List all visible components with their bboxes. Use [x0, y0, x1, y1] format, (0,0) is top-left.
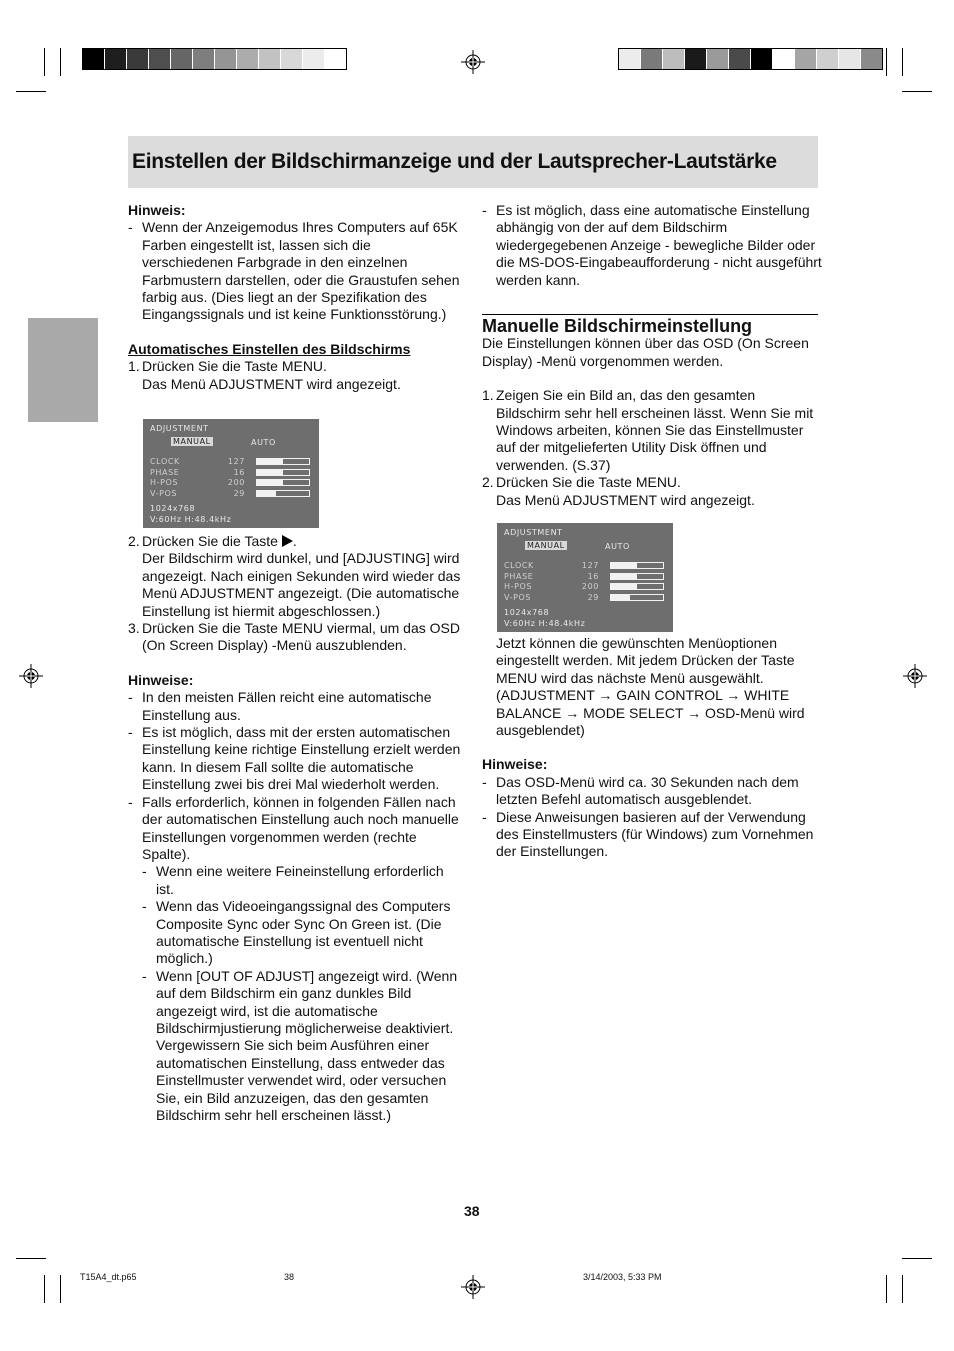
- registration-mark-icon: [903, 664, 927, 688]
- osd-level-fill: [257, 491, 276, 496]
- osd-row-value: 16: [233, 467, 245, 477]
- list-item: - Falls erforderlich, können in folgenden Fällen nach der automatischen Einstellung auch noch manuelle Einstellungen vorgenommen werden (rechte Spalte).: [128, 793, 459, 862]
- osd-adjustment-menu: [497, 523, 673, 632]
- osd-tab-manual: MANUAL: [527, 541, 565, 550]
- osd-row-value: 200: [227, 478, 245, 488]
- osd-level-fill: [611, 595, 630, 600]
- osd-row-label: PHASE: [150, 467, 180, 477]
- footer-date: 3/14/2003, 5:33 PM: [583, 1272, 662, 1282]
- list-item: - Wenn der Anzeigemodus Ihres Computers auf 65K Farben eingestellt ist, lassen sich die verschiedenen Farbgrade in den einzelnen Farbmustern darstellen, oder die Graustufen sehen farbig aus. (Dies liegt an der Spezifikation des Eingangssignals und ist keine Funktionsstörung.): [128, 219, 460, 323]
- osd-row-value: 127: [227, 457, 245, 466]
- step-2: 2. Drücken Sie die Taste . Der Bildschirm wird dunkel, und [ADJUSTING] wird angezeigt. Nach einigen Sekunden wird wieder das Menü ADJUSTMENT angezeigt. (Die automatische Einstellung ist hiermit abgeschlossen.): [128, 533, 461, 619]
- right-column-manual: [482, 318, 822, 509]
- right-arrow-icon: [282, 535, 293, 547]
- osd-row-label: PHASE: [504, 571, 534, 581]
- osd-level-fill: [257, 459, 283, 464]
- intro-text: Die Einstellungen können über das OSD (On Screen Display) -Menü vorgenommen werden.: [482, 335, 809, 369]
- color-swatch: [817, 49, 839, 69]
- after-text: Jetzt können die gewünschten Menüoptionen eingestellt werden. Mit jedem Drücken der Taste MENU wird das nächste Menü ausgewählt. (ADJUSTMENT → GAIN CONTROL → WHITE BALANCE → MODE SELECT → OSD-Menü wird ausgeblendet): [496, 635, 805, 739]
- osd-level-bar: [256, 469, 310, 476]
- osd-level-bar: [256, 490, 310, 497]
- osd-tab-auto: AUTO: [251, 438, 276, 447]
- color-swatch: [751, 49, 773, 69]
- crop-mark: [16, 91, 46, 92]
- osd-level-bar: [610, 583, 664, 590]
- crop-mark: [60, 1275, 61, 1303]
- color-swatch: [773, 49, 795, 69]
- registration-mark-icon: [461, 1275, 485, 1299]
- osd-frequency: V:60Hz H:48.4kHz: [150, 515, 232, 524]
- crop-mark: [886, 1275, 887, 1303]
- osd-frequency: V:60Hz H:48.4kHz: [504, 619, 586, 628]
- osd-row-label: V-POS: [504, 593, 532, 603]
- color-swatch: [259, 49, 281, 69]
- osd-tab-auto: AUTO: [605, 542, 630, 551]
- crop-mark: [886, 48, 887, 76]
- osd-resolution: 1024x768: [504, 608, 550, 617]
- list-item: - Das OSD-Menü wird ca. 30 Sekunden nach dem letzten Befehl automatisch ausgeblendet.: [482, 773, 799, 808]
- color-swatch: [149, 49, 171, 69]
- sub-list-item: - Wenn [OUT OF ADJUST] angezeigt wird. (Wenn auf dem Bildschirm ein ganz dunkles Bild angezeigt wird, ist die automatische Bildschirmjustierung möglicherweise deaktiviert. Vergewissern Sie sich beim Ausführen einer automatischen Einstellung, dass entweder das Einstellmuster verwendet wird, oder versuchen Sie, ein Bild anzuzeigen, das den gesamten Bildschirm sehr hell erscheinen lässt.): [142, 967, 458, 1123]
- color-swatch: [303, 49, 325, 69]
- color-swatch: [839, 49, 861, 69]
- calibration-bar-right: [618, 48, 883, 70]
- registration-mark-icon: [19, 664, 43, 688]
- osd-level-fill: [611, 574, 637, 579]
- color-swatch: [663, 49, 685, 69]
- osd-level-fill: [257, 470, 283, 475]
- osd-level-bar: [610, 562, 664, 569]
- color-swatch: [641, 49, 663, 69]
- list-item: - Diese Anweisungen basieren auf der Verwendung des Einstellmusters (für Windows) zum Vornehmen der Einstellungen.: [482, 808, 814, 860]
- color-swatch: [215, 49, 237, 69]
- crop-mark: [44, 48, 45, 76]
- osd-resolution: 1024x768: [150, 504, 196, 513]
- footer-file: T15A4_dt.p65: [80, 1272, 137, 1282]
- right-column-after: [482, 635, 822, 861]
- osd-title: ADJUSTMENT: [504, 528, 563, 537]
- osd-adjustment-menu: [143, 419, 319, 528]
- osd-row-label: H-POS: [150, 478, 179, 488]
- left-column: [128, 202, 464, 393]
- osd-row-label: H-POS: [504, 582, 533, 592]
- color-swatch: [795, 49, 817, 69]
- page-title: Einstellen der Bildschirmanzeige und der Lautsprecher-Lautstärke: [132, 150, 777, 173]
- crop-mark: [16, 1258, 46, 1259]
- side-tab: [28, 318, 98, 422]
- color-swatch: [325, 49, 346, 69]
- osd-level-fill: [611, 563, 637, 568]
- crop-mark: [44, 1275, 45, 1303]
- color-swatch: [105, 49, 127, 69]
- list-item: - In den meisten Fällen reicht eine automatische Einstellung aus.: [128, 689, 432, 723]
- page-number: 38: [464, 1203, 480, 1219]
- section-heading: Automatisches Einstellen des Bildschirms: [128, 340, 411, 357]
- osd-row-label: CLOCK: [150, 457, 180, 466]
- osd-row-value: 127: [581, 561, 599, 570]
- step-3: 3. Drücken Sie die Taste MENU viermal, um das OSD (On Screen Display) -Menü auszublenden.: [128, 620, 460, 654]
- osd-row-value: 29: [587, 593, 599, 603]
- osd-level-bar: [256, 479, 310, 486]
- crop-mark: [60, 48, 61, 76]
- osd-tab-manual: MANUAL: [173, 437, 211, 446]
- registration-mark-icon: [461, 50, 485, 74]
- section-heading: Manuelle Bildschirmeinstellung: [482, 316, 753, 336]
- crop-mark: [902, 1258, 932, 1259]
- list-item: - Es ist möglich, dass eine automatische Einstellung abhängig von der auf dem Bildschirm wiedergegebenen Anzeige - bewegliche Bilder oder die MS-DOS-Eingabeaufforderung - nicht ausgeführt werden kann.: [482, 202, 822, 288]
- color-swatch: [237, 49, 259, 69]
- color-swatch: [193, 49, 215, 69]
- color-swatch: [861, 49, 882, 69]
- osd-level-fill: [611, 584, 637, 589]
- hinweis-heading: Hinweis:: [128, 202, 186, 218]
- osd-level-bar: [610, 573, 664, 580]
- crop-mark: [902, 91, 932, 92]
- step-1: 1. Zeigen Sie ein Bild an, das den gesamten Bildschirm sehr hell erscheinen lässt. Wenn Sie mit Windows arbeiten, können Sie das Einstellmuster auf der mitgelieferten Utility Disk öffnen und verwenden. (S.37): [482, 387, 814, 473]
- color-swatch: [619, 49, 641, 69]
- osd-row-label: V-POS: [150, 489, 178, 499]
- step-1: 1. Drücken Sie die Taste MENU. Das Menü ADJUSTMENT wird angezeigt.: [128, 358, 401, 392]
- osd-level-fill: [257, 480, 283, 485]
- color-swatch: [127, 49, 149, 69]
- left-column-cont: [128, 533, 464, 1124]
- crop-mark: [902, 48, 903, 76]
- sub-list-item: - Wenn das Videoeingangssignal des Computers Composite Sync oder Sync On Green ist. (Die automatische Einstellung ist eventuell nicht möglich.): [142, 898, 451, 967]
- footer-page: 38: [284, 1272, 295, 1282]
- right-column: [482, 202, 822, 289]
- color-swatch: [729, 49, 751, 69]
- list-item: - Es ist möglich, dass mit der ersten automatischen Einstellung keine richtige Einstellung erzielt werden kann. In diesem Fall sollte die automatische Einstellung zwei bis drei Mal wiederholt werden.: [128, 724, 461, 793]
- divider: [482, 314, 818, 315]
- osd-row-value: 200: [581, 582, 599, 592]
- sub-list-item: - Wenn eine weitere Feineinstellung erforderlich ist.: [142, 863, 444, 897]
- osd-row-value: 16: [587, 571, 599, 581]
- hinweise-heading: Hinweise:: [482, 756, 548, 773]
- calibration-bar-left: [82, 48, 347, 70]
- hinweise-heading: Hinweise:: [128, 671, 194, 688]
- title-bar: [128, 136, 818, 188]
- osd-title: ADJUSTMENT: [150, 424, 209, 433]
- color-swatch: [171, 49, 193, 69]
- color-swatch: [281, 49, 303, 69]
- crop-mark: [902, 1275, 903, 1303]
- color-swatch: [83, 49, 105, 69]
- osd-level-bar: [610, 594, 664, 601]
- color-swatch: [685, 49, 707, 69]
- osd-row-label: CLOCK: [504, 561, 534, 570]
- osd-row-value: 29: [233, 489, 245, 499]
- osd-level-bar: [256, 458, 310, 465]
- step-2: 2. Drücken Sie die Taste MENU. Das Menü ADJUSTMENT wird angezeigt.: [482, 474, 755, 508]
- color-swatch: [707, 49, 729, 69]
